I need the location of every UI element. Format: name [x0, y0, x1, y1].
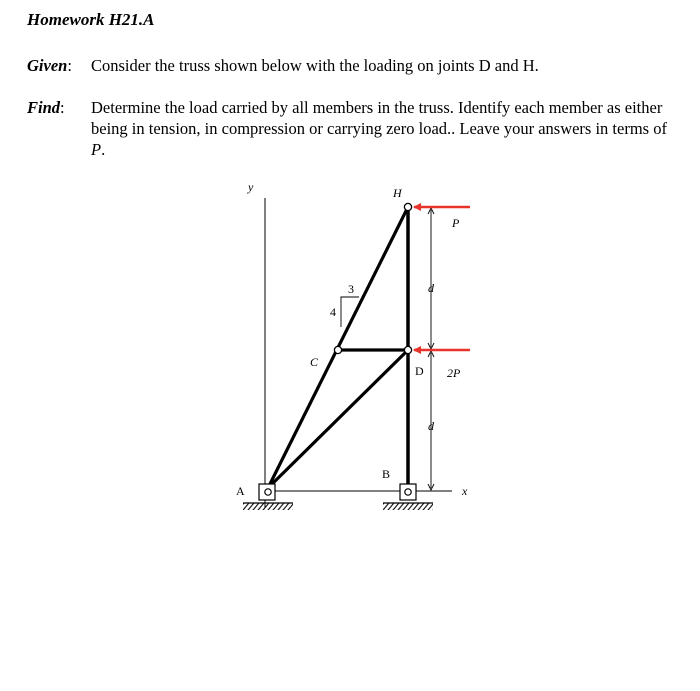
y-axis-label: y — [248, 180, 254, 194]
load-label-D: 2P — [447, 366, 461, 380]
label-A: A — [236, 484, 245, 498]
load-label-H: P — [452, 216, 460, 230]
dimension-upper — [428, 208, 434, 349]
given-label: Given: — [27, 56, 72, 75]
support-B — [383, 484, 433, 510]
given-text: Consider the truss shown below with the loading on joints D and H. — [91, 56, 539, 75]
joint-D — [404, 346, 411, 353]
slope-run-label: 3 — [348, 282, 354, 296]
joint-C — [334, 346, 341, 353]
joint-H — [404, 203, 411, 210]
x-axis-label: x — [462, 484, 468, 498]
page-title: Homework H21.A — [27, 10, 155, 29]
find-text: Determine the load carried by all members in the truss. Identify each member as either being in tension, in compression or carrying zero load.. Leave your answers in terms of P. — [91, 98, 667, 159]
support-A — [243, 484, 293, 510]
slope-rise-label: 4 — [330, 305, 336, 319]
label-C: C — [310, 355, 319, 369]
find-label: Find: — [27, 98, 65, 117]
label-H: H — [393, 186, 402, 200]
find-variable: P — [91, 140, 102, 159]
dimension-lower-label: d — [428, 419, 434, 433]
label-B: B — [382, 467, 391, 481]
label-D: D — [415, 364, 424, 378]
dimension-upper-label: d — [428, 281, 434, 295]
